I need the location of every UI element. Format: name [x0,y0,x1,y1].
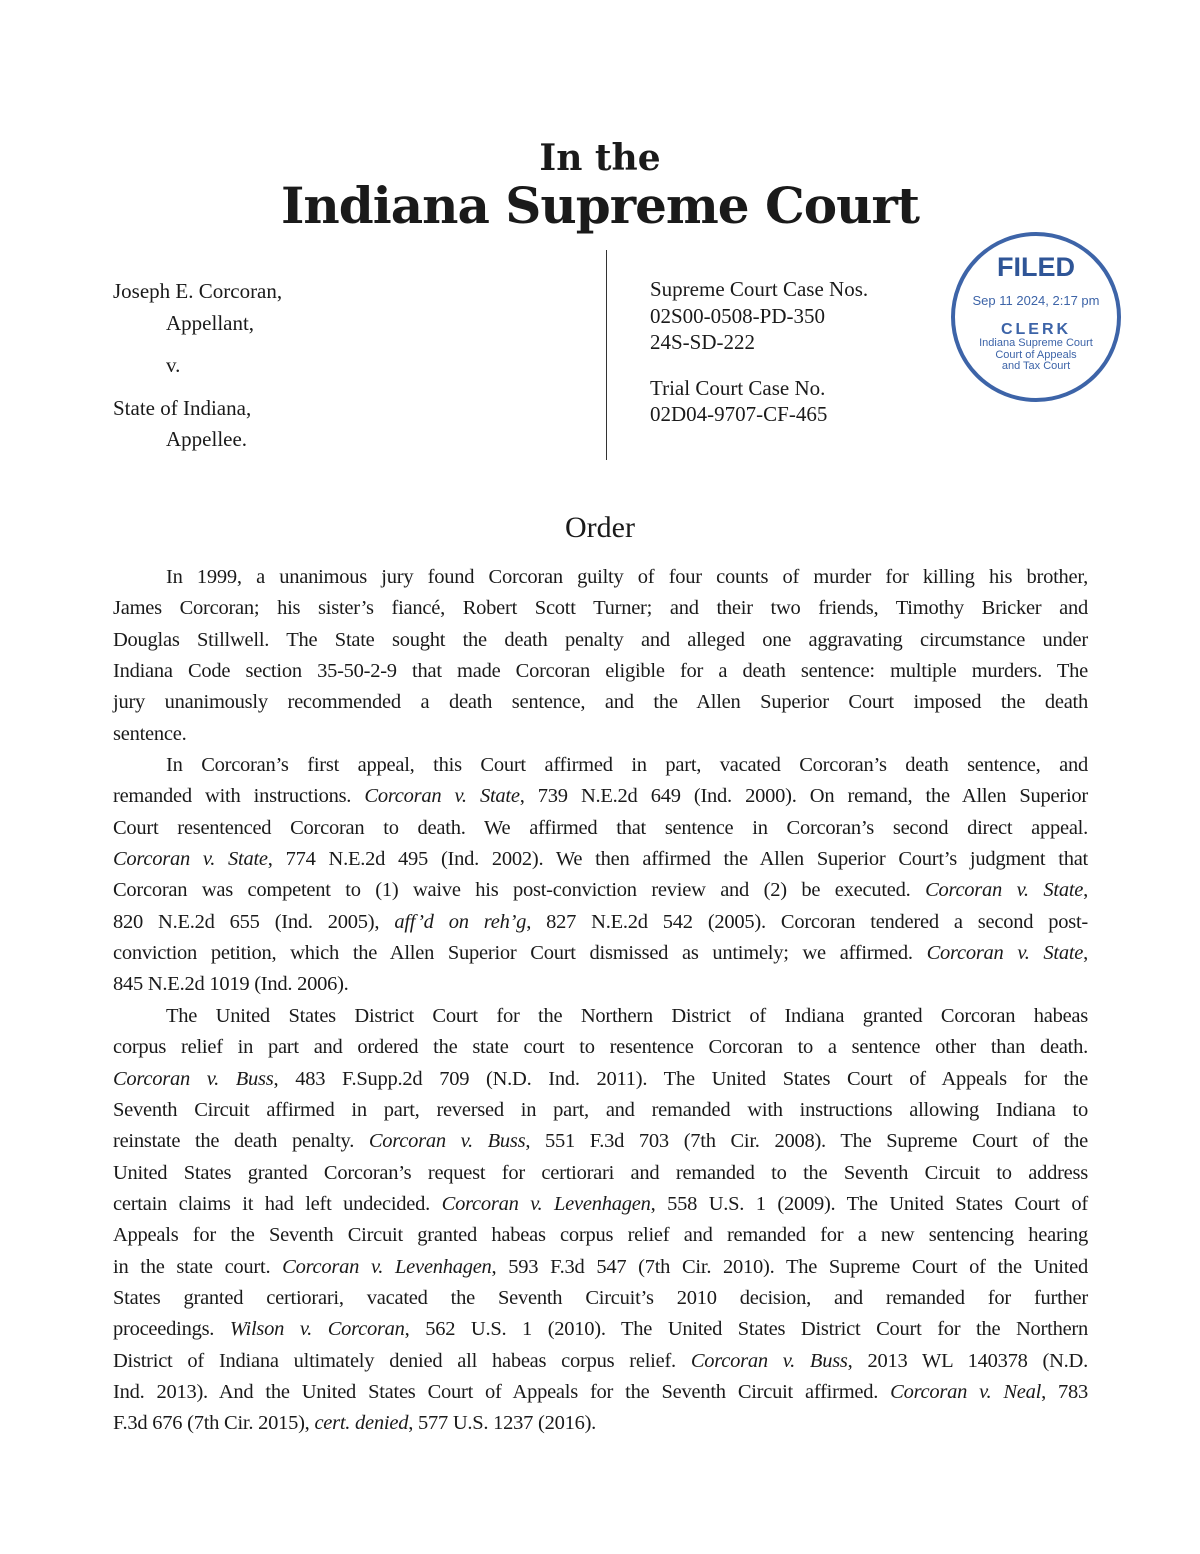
supreme-court-case-no-2: 24S-SD-222 [650,330,756,354]
text-segment: United States granted Corcoran’s request for certiorari and remanded to the Seventh Circuit to address [113,1161,1088,1184]
paragraph-line [113,562,1088,593]
case-citation-name: Corcoran v. Neal [890,1380,1042,1403]
text-segment: Indiana Code section 35-50-2-9 that made Corcoran eligible for a death sentence: multiple murders. The [113,660,1088,683]
stamp-datetime: Sep 11 2024, 2:17 pm [972,293,1100,308]
court-heading-line2: Indiana Supreme Court [281,176,919,235]
text-segment: James Corcoran; his sister’s fiancé, Robert Scott Turner; and their two friends, Timothy Bricker and [113,597,1088,620]
paragraph-line [113,875,1088,906]
case-citation-name: Corcoran v. State [364,785,520,808]
stamp-line-1: Indiana Supreme Court [979,337,1093,349]
stamp-line-2: Court of Appeals [995,348,1077,361]
paragraph-line [113,593,1088,624]
text-segment: , 551 F.3d 703 (7th Cir. 2008). The Supreme Court of the [525,1130,1088,1153]
paragraph-line [113,656,1088,687]
order-body [113,562,1088,1440]
paragraph-line [113,687,1088,718]
text-segment: Douglas Stillwell. The State sought the death penalty and alleged one aggravating circumstance under [113,628,1088,651]
paragraph-line [113,969,1088,1000]
text-segment: reinstate the death penalty. [113,1130,369,1153]
text-segment: In Corcoran’s first appeal, this Court affirmed in part, vacated Corcoran’s death sentence, and [166,754,1088,777]
filed-stamp [951,232,1121,402]
paragraph-line [113,1377,1088,1408]
stamp-line-3: and Tax Court [1001,360,1071,372]
paragraph-line [113,625,1088,656]
paragraph-line [113,907,1088,938]
stamp-status: FILED [997,252,1075,282]
appellant-name: Joseph E. Corcoran, [113,279,283,303]
text-segment: remanded with instructions. [113,785,365,808]
appellee-role: Appellee. [166,427,248,451]
text-segment: States granted certiorari, vacated the Seventh Circuit’s 2010 decision, and remanded for further [113,1286,1088,1309]
paragraph-line [113,1001,1088,1032]
case-citation-name: Wilson v. Corcoran [229,1318,405,1341]
order-paragraph [113,750,1088,1001]
text-segment: conviction petition, which the Allen Superior Court dismissed as untimely; we affirmed. [113,942,927,965]
case-citation-name: Corcoran v. Levenhagen [282,1255,492,1278]
case-citation-name: Corcoran v. State [113,848,268,871]
text-segment: , 739 N.E.2d 649 (Ind. 2000). On remand, the Allen Superior [519,785,1088,808]
text-segment: Ind. 2013). And the United States Court of Appeals for the Seventh Circuit affirmed. [113,1380,891,1403]
case-citation-name: Corcoran v. Buss [690,1349,848,1372]
paragraph-line [113,938,1088,969]
versus: v. [166,353,181,377]
text-segment: Seventh Circuit affirmed in part, reversed in part, and remanded with instructions allowing Indiana to [113,1098,1088,1121]
text-segment: , 783 [1041,1380,1088,1403]
caption-divider [606,250,607,460]
text-segment: , [1083,879,1088,902]
case-citation-name: Corcoran v. Buss [368,1130,526,1153]
case-citation-name: cert. denied [314,1412,409,1435]
paragraph-line [113,1283,1088,1314]
text-segment: , 562 U.S. 1 (2010). The United States District Court for the Northern [404,1318,1088,1341]
order-paragraph [113,562,1088,750]
paragraph-line [113,1220,1088,1251]
text-segment: , 827 N.E.2d 542 (2005). Corcoran tendered a second post- [526,910,1089,933]
text-segment: , 593 F.3d 547 (7th Cir. 2010). The Supreme Court of the United [491,1255,1088,1278]
case-citation-name: Corcoran v. State [926,942,1084,965]
case-numbers [650,276,868,428]
text-segment: in the state court. [113,1255,283,1278]
text-segment: F.3d 676 (7th Cir. 2015), [113,1412,315,1435]
paragraph-line [113,813,1088,844]
paragraph-line [113,1032,1088,1063]
text-segment: , 774 N.E.2d 495 (Ind. 2002). We then affirmed the Allen Superior Court’s judgment that [267,848,1088,871]
paragraph-line [113,1252,1088,1283]
paragraph-line [113,1408,1088,1439]
text-segment: , 483 F.Supp.2d 709 (N.D. Ind. 2011). The United States Court of Appeals for the [273,1067,1088,1090]
court-heading-line1: In the [539,137,661,179]
text-segment: 820 N.E.2d 655 (Ind. 2005), [113,910,395,933]
paragraph-line [113,719,1088,750]
text-segment: certain claims it had left undecided. [113,1192,442,1215]
stamp-office: CLERK [1000,321,1072,338]
paragraph-line [113,781,1088,812]
text-segment: The United States District Court for the Northern District of Indiana granted Corcoran habeas [166,1004,1088,1027]
order-paragraph [113,1001,1088,1440]
text-segment: 845 N.E.2d 1019 (Ind. 2006). [113,973,349,996]
paragraph-line [113,1064,1088,1095]
text-segment: In 1999, a unanimous jury found Corcoran guilty of four counts of murder for killing his brother, [166,566,1088,588]
text-segment: Court resentenced Corcoran to death. We affirmed that sentence in Corcoran’s second direct appeal. [113,816,1088,839]
paragraph-line [113,1189,1088,1220]
text-segment: , 577 U.S. 1237 (2016). [408,1412,597,1435]
text-segment: jury unanimously recommended a death sentence, and the Allen Superior Court imposed the death [113,691,1088,714]
supreme-court-case-label: Supreme Court Case Nos. [650,277,869,301]
trial-court-case-label: Trial Court Case No. [650,375,826,400]
paragraph-line [113,1314,1088,1345]
case-citation-name: aff’d on reh’g [394,910,527,933]
supreme-court-case-no-1: 02S00-0508-PD-350 [650,303,826,328]
trial-court-case-no: 02D04-9707-CF-465 [650,402,828,426]
paragraph-line [113,1158,1088,1189]
paragraph-line [113,1126,1088,1157]
text-segment: , 558 U.S. 1 (2009). The United States Court of [650,1192,1089,1215]
text-segment: sentence. [113,722,187,745]
case-citation-name: Corcoran v. Levenhagen [441,1192,651,1215]
paragraph-line [113,1346,1088,1377]
document-title: Order [565,511,635,544]
text-segment: proceedings. [113,1318,230,1341]
paragraph-line [113,750,1088,781]
case-parties [113,276,282,456]
text-segment: , 2013 WL 140378 (N.D. [847,1349,1088,1372]
text-segment: District of Indiana ultimately denied all habeas corpus relief. [113,1349,691,1372]
appellant-role: Appellant, [166,310,255,335]
text-segment: Appeals for the Seventh Circuit granted habeas corpus relief and remanded for a new sentencing hearing [113,1224,1088,1247]
text-segment: corpus relief in part and ordered the state court to resentence Corcoran to a sentence other than death. [113,1036,1088,1059]
case-citation-name: Corcoran v. Buss [113,1067,274,1090]
appellee-name: State of Indiana, [113,395,252,420]
paragraph-line [113,1095,1088,1126]
paragraph-line [113,844,1088,875]
text-segment: , [1083,942,1088,965]
text-segment: Corcoran was competent to (1) waive his post-conviction review and (2) be executed. [113,879,926,902]
case-citation-name: Corcoran v. State [925,879,1084,902]
